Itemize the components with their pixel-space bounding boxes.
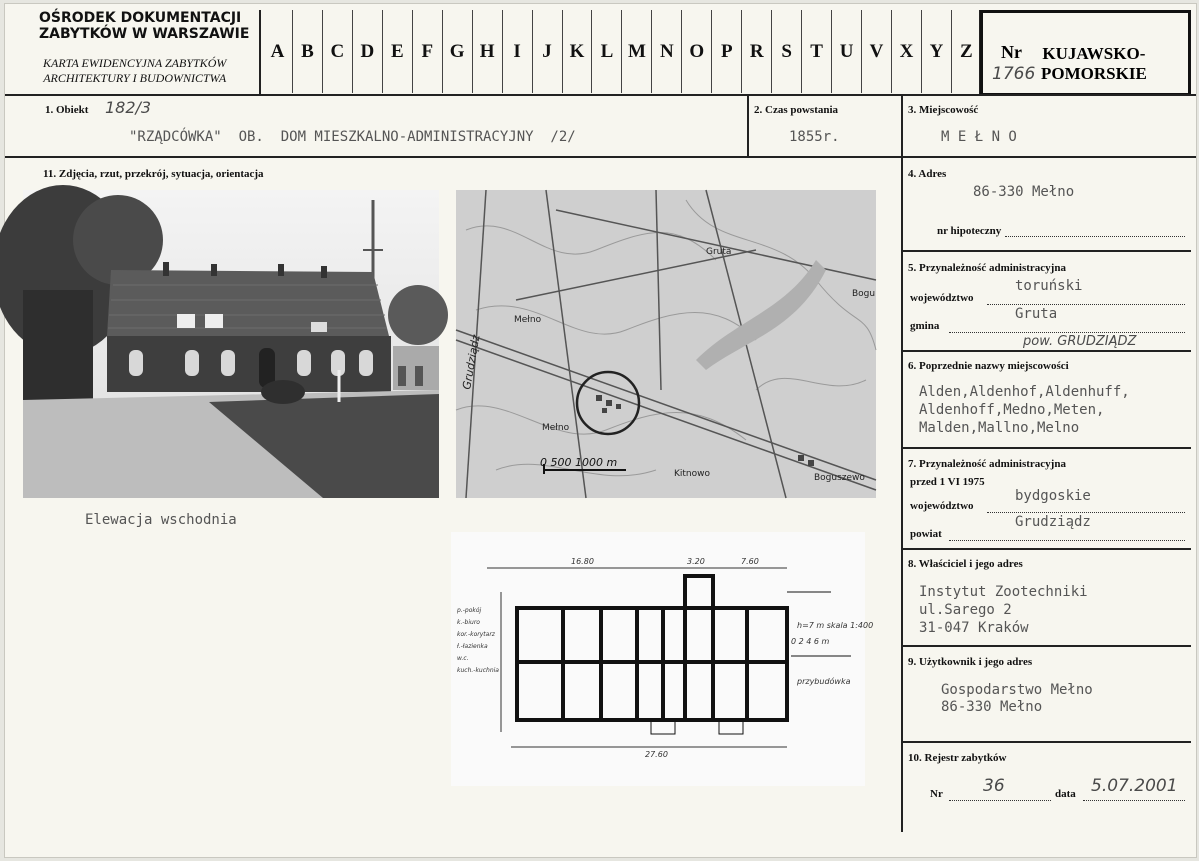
wlasc-line-1: Instytut Zootechniki xyxy=(919,584,1088,600)
plan-dim-2: 3.20 xyxy=(687,557,705,566)
index-letter: B xyxy=(292,10,322,93)
uzytk-line-2: 86-330 Mełno xyxy=(941,699,1043,715)
map-place-bogu: Bogu xyxy=(852,289,876,299)
index-letter: P xyxy=(711,10,741,93)
obiekt-hand: 182/3 xyxy=(105,98,152,117)
index-letter: D xyxy=(352,10,382,93)
przyn2-label: 7. Przynależność administracyjna xyxy=(908,458,1066,470)
gmina-label: gmina xyxy=(910,320,940,332)
index-letter: K xyxy=(562,10,592,93)
plan-legend-2: k.-biuro xyxy=(457,619,480,626)
wlasc-label: 8. Właściciel i jego adres xyxy=(908,558,1023,570)
region-name xyxy=(1041,44,1147,84)
org-name xyxy=(39,10,249,42)
rejestr-label: 10. Rejestr zabytków xyxy=(908,752,1007,764)
wlasc-line-3: 31-047 Kraków xyxy=(919,620,1029,636)
index-letter: I xyxy=(502,10,532,93)
index-letter: F xyxy=(412,10,442,93)
poprz-line-3: Malden,Mallno,Melno xyxy=(919,420,1080,436)
index-letter: C xyxy=(322,10,352,93)
gmina-value: Gruta xyxy=(1015,306,1058,322)
plan-scale-ticks: 0 2 4 6 m xyxy=(791,637,830,646)
plan-dim-3: 7.60 xyxy=(741,557,759,566)
gmina-hand: pow. GRUDZIĄDZ xyxy=(1023,334,1137,349)
map-hand-label: Grudziądz xyxy=(460,333,483,391)
uzytk-line-1: Gospodarstwo Mełno xyxy=(941,682,1093,698)
hipoteczny-label: nr hipoteczny xyxy=(937,225,1002,237)
poprz-label: 6. Poprzednie nazwy miejscowości xyxy=(908,360,1069,372)
index-letter: E xyxy=(382,10,412,93)
index-letter: A xyxy=(270,40,285,62)
plan-note: h=7 m skala 1:400 xyxy=(797,621,874,630)
miejsc-value: M E Ł N O xyxy=(941,129,1017,145)
index-letter: V xyxy=(861,10,891,93)
index-letter: O xyxy=(681,10,711,93)
map-place-melno-2: Mełno xyxy=(542,423,570,433)
przed-label: przed 1 VI 1975 xyxy=(910,476,985,488)
poprz-line-2: Aldenhoff,Medno,Meten, xyxy=(919,402,1105,418)
index-letter: N xyxy=(651,10,681,93)
index-letter: R xyxy=(741,10,771,93)
card-type xyxy=(43,56,226,86)
plan-legend-6: kuch.-kuchnia xyxy=(457,667,499,674)
czas-value: 1855r. xyxy=(789,129,840,145)
org-line-2: ZABYTKÓW W WARSZAWIE xyxy=(39,26,250,42)
index-letter: U xyxy=(831,10,861,93)
index-letter: X xyxy=(891,10,921,93)
map-place-boguszewo: Boguszewo xyxy=(814,473,865,483)
card-line-2: ARCHITEKTURY I BUDOWNICTWA xyxy=(43,71,227,85)
floor-plan xyxy=(451,532,874,786)
region-nr-label: Nr xyxy=(1001,42,1022,62)
adres-value: 86-330 Mełno xyxy=(973,184,1075,200)
rejestr-nr-label: Nr xyxy=(930,788,943,800)
map-place-gruta: Gruta xyxy=(706,247,732,257)
woj2-value: bydgoskie xyxy=(1015,488,1091,504)
building-photo xyxy=(23,190,439,498)
poprz-line-1: Alden,Aldenhof,Aldenhuff, xyxy=(919,384,1130,400)
rejestr-data-hand: 5.07.2001 xyxy=(1091,776,1178,796)
powiat-label: powiat xyxy=(910,528,942,540)
index-letter: M xyxy=(621,10,651,93)
map-place-melno-1: Mełno xyxy=(514,315,542,325)
woj2-label: województwo xyxy=(910,500,974,512)
map-place-kitnowo: Kitnowo xyxy=(674,469,711,479)
region-line-1: KUJAWSKO- xyxy=(1042,44,1146,63)
region-line-2: POMORSKIE xyxy=(1041,64,1147,83)
powiat-value: Grudziądz xyxy=(1015,514,1091,530)
woj-label: województwo xyxy=(910,292,974,304)
record-card xyxy=(4,3,1197,858)
region-nr-hand: 1766 xyxy=(992,64,1036,84)
org-line-1: OŚRODEK DOKUMENTACJI xyxy=(39,10,242,26)
index-letter: S xyxy=(771,10,801,93)
plan-legend-1: p.-pokój xyxy=(457,607,482,614)
index-letter: Y xyxy=(921,10,951,93)
card-line-1: KARTA EWIDENCYJNA ZABYTKÓW xyxy=(43,56,227,70)
index-letter: G xyxy=(442,10,472,93)
woj-value: toruński xyxy=(1015,278,1083,294)
zdjecia-label: 11. Zdjęcia, rzut, przekrój, sytuacja, orientacja xyxy=(43,168,264,180)
plan-dim-1: 16.80 xyxy=(571,557,594,566)
miejsc-label: 3. Miejscowość xyxy=(908,104,979,116)
photo-caption: Elewacja wschodnia xyxy=(85,512,237,528)
czas-label: 2. Czas powstania xyxy=(754,104,839,116)
index-letter: T xyxy=(801,10,831,93)
index-letter: J xyxy=(532,10,562,93)
plan-legend-5: w.c. xyxy=(457,655,469,662)
uzytk-label: 9. Użytkownik i jego adres xyxy=(908,656,1033,668)
wlasc-line-2: ul.Sarego 2 xyxy=(919,602,1012,618)
obiekt-value: "RZĄDCÓWKA" OB. DOM MIESZKALNO-ADMINISTRACYJNY /2/ xyxy=(129,129,576,145)
rejestr-data-label: data xyxy=(1055,788,1076,800)
index-letter: H xyxy=(472,10,502,93)
rejestr-nr-hand: 36 xyxy=(983,776,1005,796)
przyn-label: 5. Przynależność administracyjna xyxy=(908,262,1066,274)
map-scale: 0 500 1000 m xyxy=(540,456,618,469)
alphabet-index xyxy=(263,10,981,93)
plan-legend-4: ł.-łazienka xyxy=(457,643,488,650)
plan-legend-3: kor.-korytarz xyxy=(457,631,495,638)
obiekt-label: 1. Obiekt xyxy=(45,104,89,116)
location-map xyxy=(456,190,876,498)
index-letter: L xyxy=(591,10,621,93)
adres-label: 4. Adres xyxy=(908,168,947,180)
index-letter: Z xyxy=(951,10,981,93)
plan-side-label: przybudówka xyxy=(797,677,851,686)
plan-dim-4: 27.60 xyxy=(645,750,668,759)
